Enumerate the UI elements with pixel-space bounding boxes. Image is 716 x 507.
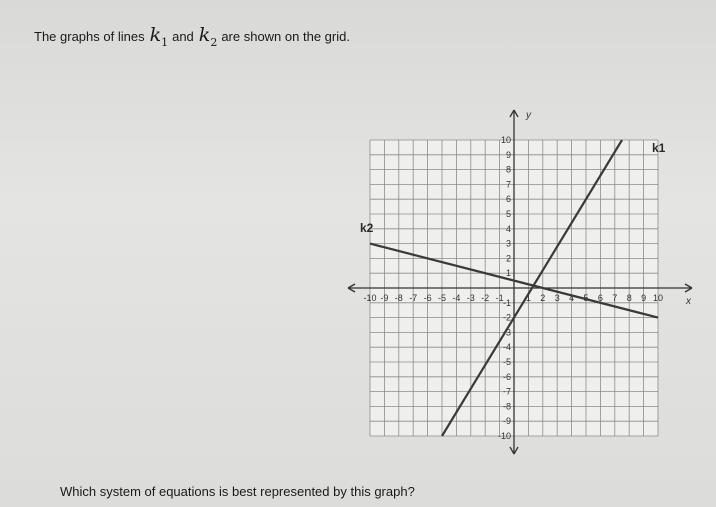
y-tick-label: 3 — [505, 238, 511, 249]
series-label-k2: k2 — [360, 221, 374, 235]
conjunction-text: and — [172, 29, 194, 44]
y-tick-label: 10 — [500, 135, 511, 145]
x-tick-label: -1 — [495, 293, 504, 303]
x-tick-label: -10 — [363, 293, 377, 303]
y-tick-label: -2 — [502, 312, 511, 323]
y-tick-label: -3 — [502, 327, 511, 338]
y-tick-label: 7 — [505, 179, 511, 190]
line-k2-label: $k_2$ — [198, 24, 218, 49]
y-tick-label: -5 — [502, 357, 511, 367]
y-tick-label: 9 — [505, 149, 511, 160]
question-prompt: Which system of equations is best represented by this graph? — [60, 484, 415, 499]
x-tick-label: -4 — [452, 293, 461, 303]
x-tick-label: 4 — [569, 293, 575, 303]
x-tick-label: -8 — [394, 293, 403, 303]
y-tick-label: 5 — [505, 209, 511, 219]
y-tick-label: -9 — [502, 416, 511, 427]
y-tick-label: 1 — [505, 268, 511, 279]
x-tick-label: 3 — [554, 293, 560, 303]
stem-start-text: The graphs of lines — [34, 29, 145, 44]
series-label-k1: k1 — [652, 141, 666, 155]
x-tick-label: 1 — [525, 293, 531, 303]
y-tick-label: -1 — [502, 297, 511, 308]
stem-end-text: are shown on the grid. — [221, 29, 350, 44]
y-tick-label: -7 — [502, 386, 511, 397]
x-axis-label: x — [686, 296, 691, 307]
x-tick-label: -7 — [409, 293, 418, 303]
y-tick-label: -8 — [502, 401, 511, 412]
x-tick-label: 8 — [626, 293, 632, 303]
x-tick-label: -9 — [380, 293, 389, 303]
y-tick-label: 4 — [505, 223, 511, 234]
x-tick-label: -3 — [466, 293, 475, 303]
x-tick-label: -5 — [437, 293, 447, 303]
x-tick-label: 2 — [540, 293, 546, 303]
x-tick-label: 9 — [641, 293, 647, 303]
y-tick-label: 6 — [505, 194, 511, 205]
y-tick-label: -10 — [497, 431, 511, 441]
x-tick-label: 6 — [597, 293, 603, 303]
x-tick-label: 5 — [583, 293, 589, 303]
line-k1-label: $k_1$ — [149, 24, 169, 49]
y-tick-label: 8 — [505, 164, 511, 175]
x-tick-label: 10 — [652, 293, 664, 303]
y-tick-label: -4 — [502, 342, 511, 353]
x-tick-label: 7 — [612, 293, 618, 303]
x-tick-label: -2 — [481, 293, 490, 303]
y-tick-label: -6 — [502, 371, 511, 382]
x-tick-label: -6 — [423, 293, 432, 303]
y-tick-label: 2 — [505, 253, 511, 264]
y-axis-label: y — [526, 110, 531, 121]
